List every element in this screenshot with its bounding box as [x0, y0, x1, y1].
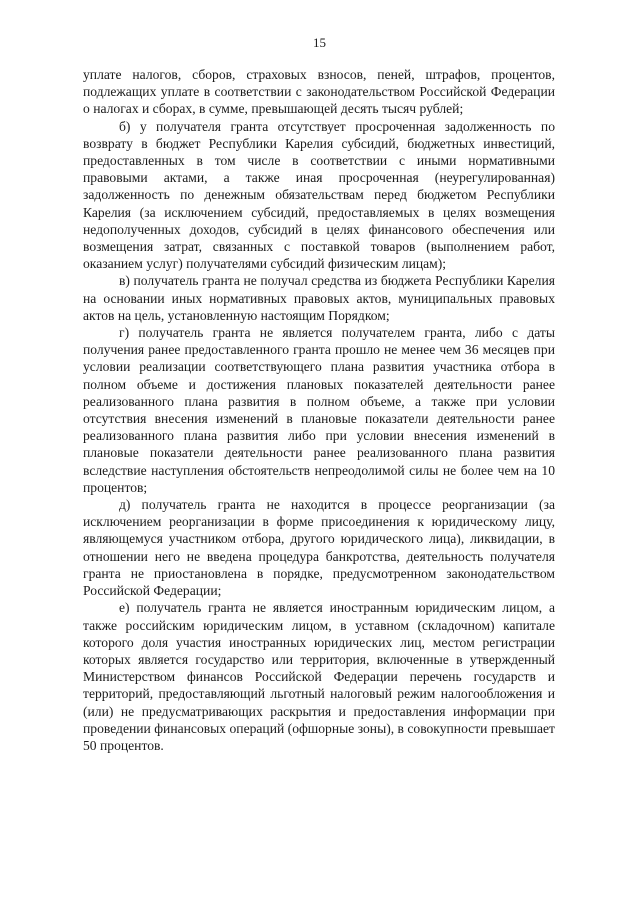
paragraph-item-e: е) получатель гранта не является иностранным юридическим лицом, а также российским юридическим лицом, в уставном (складочном) капитале которого доля участия иностранных юридических лиц, местом регистрации которых является государство или территория, включенные в утвержденный Министерством финансов Российской Федерации перечень государств и территорий, предоставляющий льготный налоговый режим налогообложения и (или) не предусматривающих раскрытия и предоставления информации при проведении финансовых операций (офшорные зоны), в совокупности превышает 50 процентов.	[83, 600, 555, 753]
page-number: 15	[313, 35, 326, 50]
paragraph-continuation: уплате налогов, сборов, страховых взносов, пеней, штрафов, процентов, подлежащих уплате в соответствии с законодательством Российской Федерации о налогах и сборах, в сумме, превышающей десять тысяч рублей;	[83, 67, 555, 117]
paragraph-item-d: д) получатель гранта не находится в процессе реорганизации (за исключением реорганизации в форме присоединения к юридическому лицу, являющемуся участником отбора, другого юридического лица), ликвидации, в отношении него не введена процедура банкротства, деятельность получателя гранта не приостановлена в порядке, предусмотренном законодательством Российской Федерации;	[83, 497, 555, 599]
paragraph-item-g: г) получатель гранта не является получателем гранта, либо с даты получения ранее предоставленного гранта прошло не менее чем 36 месяцев при условии реализации соответствующего плана развития участника отбора в полном объеме и достижения плановых показателей деятельности ранее реализованного плана развития в полном объеме, а также при условии отсутствия внесения изменений в плановые показатели деятельности ранее реализованного плана развития либо при условии внесения изменений в плановые показатели деятельности ранее реализованного плана развития вследствие наступления обстоятельств непреодолимой силы не более чем на 10 процентов;	[83, 325, 555, 495]
paragraph-item-v: в) получатель гранта не получал средства из бюджета Республики Карелия на основании иных нормативных правовых актов, муниципальных правовых актов на цель, установленную настоящим Порядком;	[83, 273, 555, 323]
document-body	[83, 66, 555, 754]
paragraph-item-b: б) у получателя гранта отсутствует просроченная задолженность по возврату в бюджет Республики Карелия субсидий, бюджетных инвестиций, предоставленных в том числе в соответствии с иными нормативными правовыми актами, а также иная просроченная (неурегулированная) задолженность по денежным обязательствам перед бюджетом Республики Карелия (за исключением субсидий, предоставляемых в целях возмещения недополученных доходов, субсидий в целях финансового обеспечения или возмещения затрат, связанных с поставкой товаров (выполнением работ, оказанием услуг) получателями субсидий физическим лицам);	[83, 118, 555, 272]
